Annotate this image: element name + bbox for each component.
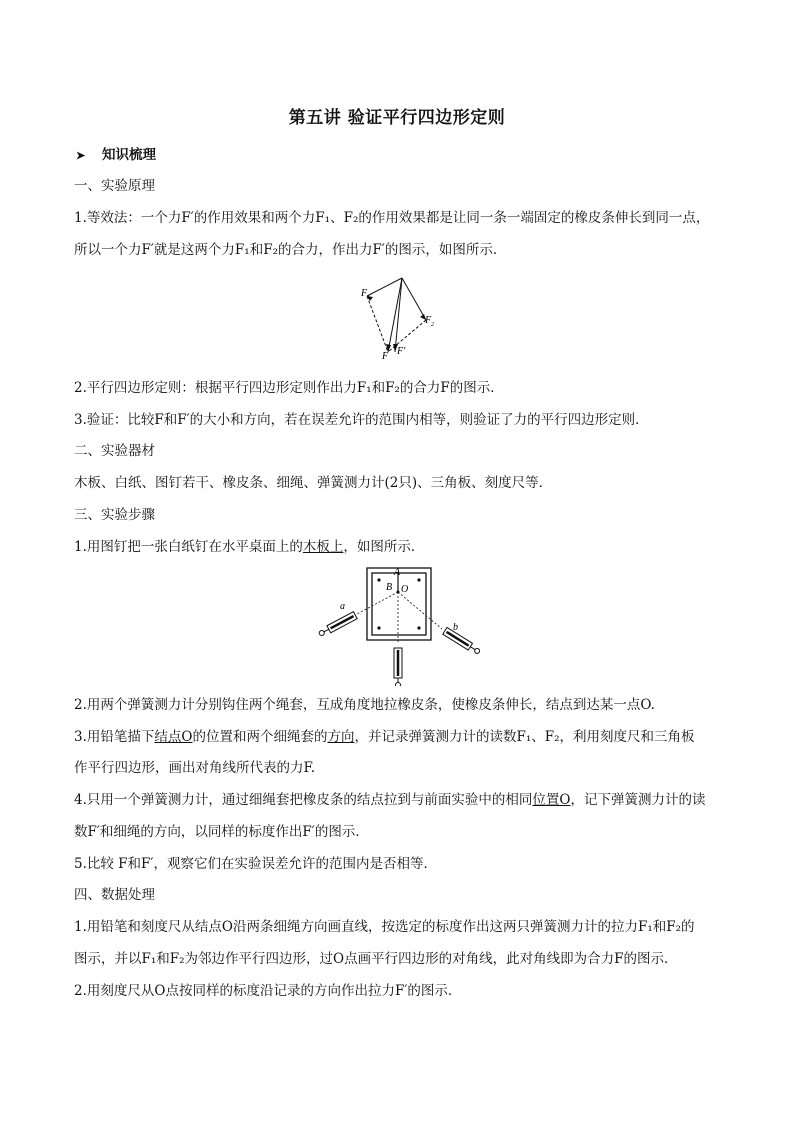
- step-3-underlined-2: 方向: [327, 729, 355, 745]
- spring-scale-a: [318, 612, 357, 638]
- step-3-underlined-1: 结点O: [154, 729, 193, 745]
- equipment-list: 木板、白纸、图钉若干、橡皮条、细绳、弹簧测力计(2只)、三角板、刻度尺等．: [74, 475, 553, 491]
- label-scale-b: b: [453, 622, 458, 633]
- step-3-line-1: [74, 727, 734, 747]
- step-1: [74, 537, 734, 557]
- label-f2: F: [425, 315, 432, 326]
- paper-inner: [372, 573, 426, 635]
- board-outer: [367, 568, 431, 640]
- step-2: 2.用两个弹簧测力计分别钩住两个绳套，互成角度地拉橡皮条，使橡皮条伸长，结点到达某一点O.: [74, 697, 655, 713]
- section-heading-text: 知识梳理: [102, 147, 156, 163]
- principle-paragraph-2: 2.平行四边形定则：根据平行四边形定则作出力F₁和F₂的合力F的图示．: [74, 380, 504, 396]
- spring-scale-b: [443, 627, 482, 655]
- label-f1-sub: 1: [367, 295, 370, 301]
- label-f-prime: F′: [397, 346, 406, 357]
- label-a-point: A: [394, 567, 401, 578]
- section-heading: [76, 145, 736, 166]
- label-f2-sub: 2: [431, 322, 434, 328]
- force-diagram: [355, 272, 445, 364]
- step-3-text-a: 3.用铅笔描下: [74, 729, 155, 745]
- principle-paragraph-1-line-1: 1.等效法：一个力F′的作用效果和两个力F₁、F₂的作用效果都是让同一条一端固定的橡皮条伸长到同一点，: [74, 210, 710, 226]
- page-title: 第五讲 验证平行四边形定则: [288, 108, 506, 128]
- principle-paragraph-1-line-2: 所以一个力F′就是这两个力F₁和F₂的合力，作出力F′的图示，如图所示．: [74, 242, 507, 258]
- experiment-setup-diagram: [318, 566, 508, 686]
- step-3-text-b: 的位置和两个细绳套的: [192, 729, 328, 745]
- heading-equipment: 二、实验器材: [74, 443, 155, 459]
- step-4-line-1: [74, 790, 734, 810]
- label-o-point: O: [401, 584, 409, 595]
- step-3-line-2: 作平行四边形，画出对角线所代表的力F.: [74, 760, 316, 776]
- step-3-text-c: ，并记录弹簧测力计的读数F₁、F₂，利用刻度尺和三角板: [354, 729, 695, 745]
- step-4-text-a: 4.只用一个弹簧测力计，通过细绳套把橡皮条的结点拉到与前面实验中的相同: [74, 792, 533, 808]
- step-1-text-b: ，如图所示．: [343, 539, 425, 555]
- data-processing-1-line-2: 图示，并以F₁和F₂为邻边作平行四边形，过O点画平行四边形的对角线，此对角线即为合力F的图示．: [74, 951, 678, 967]
- label-f: F: [382, 351, 389, 362]
- heading-data-processing: 四、数据处理: [74, 887, 155, 903]
- heading-steps: 三、实验步骤: [74, 507, 155, 523]
- data-processing-1-line-1: 1.用铅笔和刻度尺从结点O沿两条细绳方向画直线，按选定的标度作出这两只弹簧测力计的拉力F₁和F₂的: [74, 919, 695, 935]
- step-4-line-2: 数F′和细绳的方向，以同样的标度作出F′的图示．: [74, 824, 369, 840]
- step-5: 5.比较 F和F′，观察它们在实验误差允许的范围内是否相等．: [74, 856, 437, 872]
- heading-principle: 一、实验原理: [74, 178, 155, 194]
- label-f1: F: [361, 288, 368, 299]
- label-b-point: B: [386, 582, 393, 593]
- step-4-underlined: 位置O: [532, 792, 571, 808]
- data-processing-2: 2.用刻度尺从O点按同样的标度沿记录的方向作出拉力F′的图示．: [74, 983, 462, 999]
- label-scale-a: a: [340, 601, 345, 612]
- principle-paragraph-3: 3.验证：比较F和F′的大小和方向，若在误差允许的范围内相等，则验证了力的平行四边形定则．: [74, 412, 649, 428]
- step-4-text-b: ，记下弹簧测力计的读: [570, 792, 706, 808]
- spring-scale-vertical: [394, 648, 402, 686]
- step-1-underlined: 木板上: [302, 539, 344, 555]
- step-1-text-a: 1.用图钉把一张白纸钉在水平桌面上的: [74, 539, 303, 555]
- bullet-arrow-icon: ➤: [76, 149, 86, 162]
